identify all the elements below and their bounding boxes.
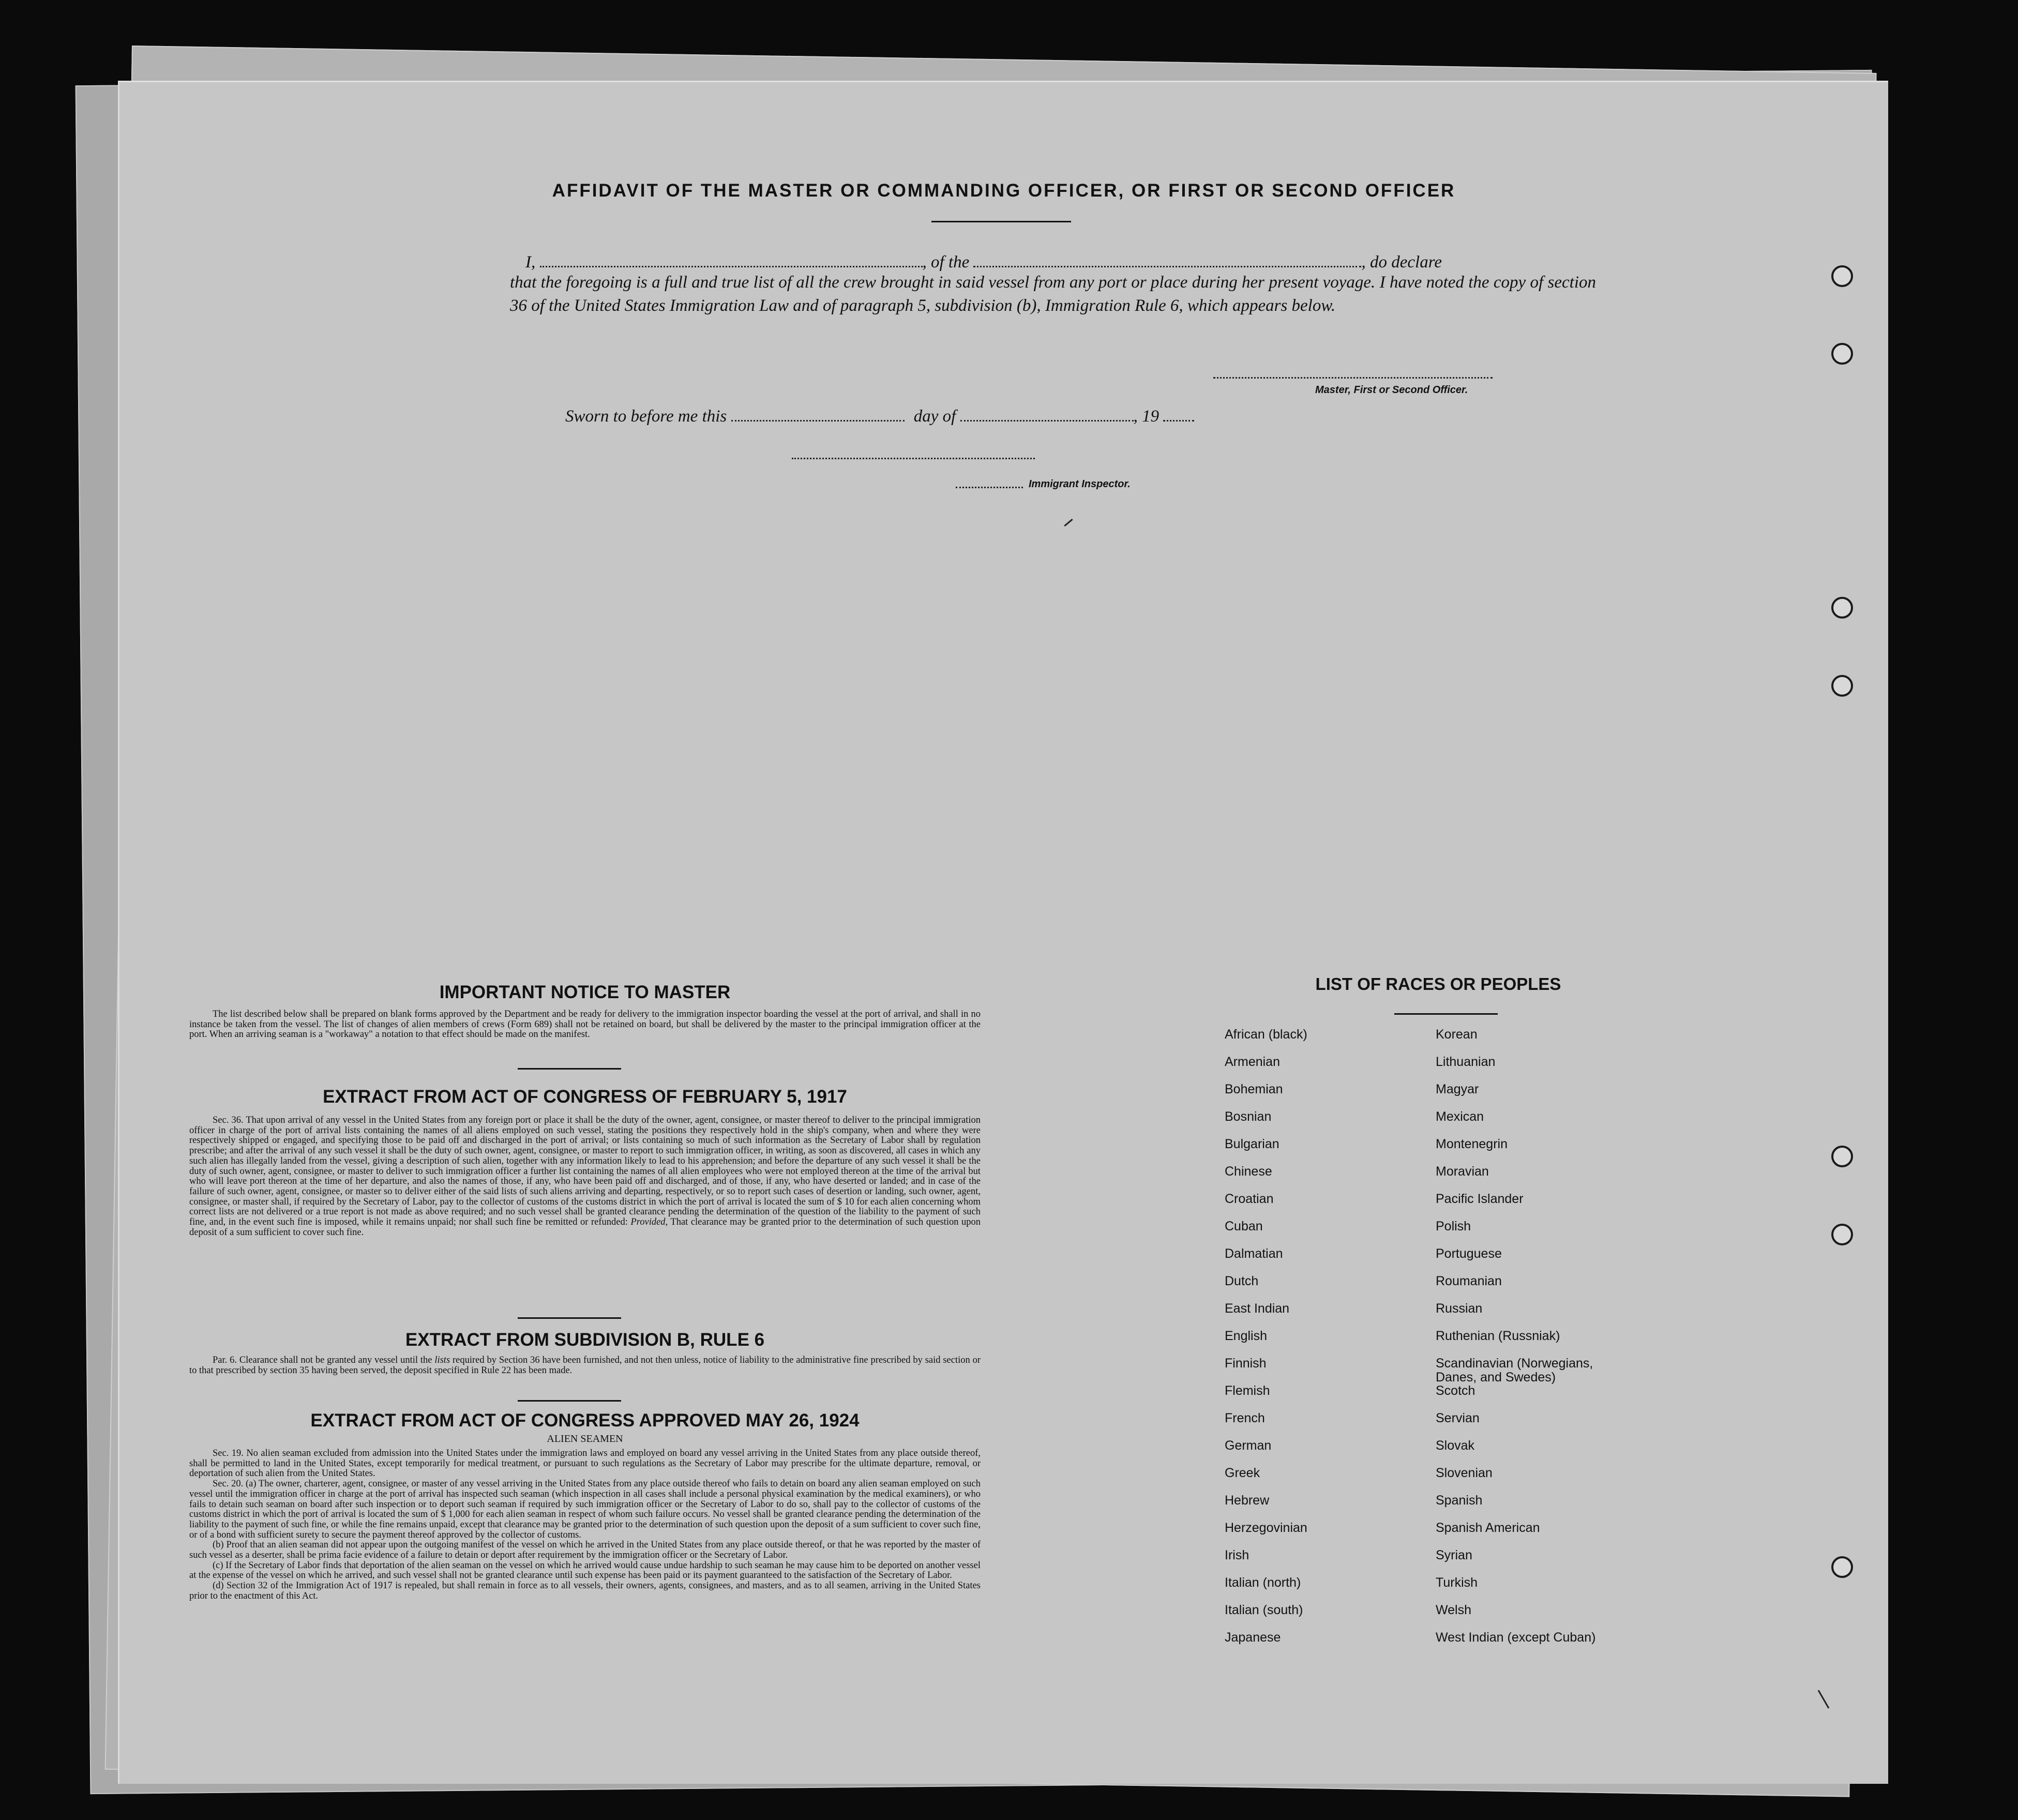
of-the-label: , of the bbox=[922, 253, 970, 272]
races-title: LIST OF RACES OR PEOPLES bbox=[1315, 974, 1561, 994]
do-declare-label: , do declare bbox=[1361, 253, 1442, 272]
race-item: Bosnian bbox=[1225, 1109, 1272, 1124]
race-item: Finnish bbox=[1225, 1356, 1267, 1371]
vessel-name-field[interactable] bbox=[973, 266, 1361, 267]
race-item: Portuguese bbox=[1436, 1246, 1502, 1261]
sworn-day-field[interactable] bbox=[731, 420, 905, 422]
alien-seamen-subtitle: ALIEN SEAMEN bbox=[547, 1433, 623, 1445]
race-item: Ruthenian (Russniak) bbox=[1436, 1329, 1560, 1343]
race-item: Magyar bbox=[1436, 1082, 1479, 1096]
race-item: French bbox=[1225, 1411, 1265, 1425]
race-item: Japanese bbox=[1225, 1630, 1281, 1645]
race-item: Dalmatian bbox=[1225, 1246, 1283, 1261]
punch-hole bbox=[1831, 1224, 1853, 1245]
sworn-month-field[interactable] bbox=[960, 420, 1134, 422]
sworn-year-field[interactable] bbox=[1163, 420, 1194, 422]
declaration-line bbox=[525, 253, 1442, 272]
race-item: Bulgarian bbox=[1225, 1137, 1279, 1151]
race-item: Greek bbox=[1225, 1466, 1260, 1480]
sec20a-paragraph: Sec. 20. (a) The owner, charterer, agent, consignee, or master of any vessel arriving in the United States from any place outside thereof who fails to detain on board any alien seaman employed on such vessel until the immigration officer in charge at the port of arrival has inspected such seaman (which inspection in all cases shall include a personal physical examination by the medical examiners), or who fails to detain such seaman on board after such inspection or to deport such seaman if required by such immigration officer or the Secretary of Labor to do so, shall pay to the collector of customs of the customs district in which the port of arrival is located the sum of $ 1,000 for each alien seaman in respect of whom such failure occurs. No vessel shall be granted clearance pending the determination of the liability to the payment of such fine, or while the fine remains unpaid, except that clearance may be granted prior to the determination of such question upon the deposit of a sum sufficient to cover such fine, or of a bond with sufficient surety to secure the payment thereof approved by the collector of customs. bbox=[189, 1479, 981, 1540]
race-item: African (black) bbox=[1225, 1027, 1307, 1042]
notice-paragraph: The list described below shall be prepared on blank forms approved by the Department and be ready for delivery to the immigration inspector boarding the vessel at the port of arrival, and shall in no instance be taken from the vessel. The list of changes of alien members of crews (Form 689) shall not be retained on board, but shall be delivered by the master to the principal immigration officer at the port. When an arriving seaman is a "workaway" a notation to that effect should be made on the manifest. bbox=[189, 1009, 981, 1040]
race-item: Hebrew bbox=[1225, 1493, 1270, 1508]
extract-1917-body: Sec. 36. That upon arrival of any vessel in the United States from any foreign port or place it shall be the duty of the owner, agent, consignee, or master thereof to deliver to the principal immigration officer in charge of the port of arrival lists containing the names of all aliens employed on such vessel, stating the positions they respectively hold in the ship's company, when and where they were respectively shipped or engaged, and specifying those to be paid off and discharged in the port of arrival; or lists containing so much of such information as the Secretary of Labor shall by regulation prescribe; and after the arrival of any such vessel it shall be the duty of such owner, agent, consignee, or master to report to such immigration officer, in writing, as soon as discovered, all cases in which any such alien has illegally landed from the vessel, giving a description of such alien, together with any information likely to lead to his apprehension; and before the departure of any such vessel it shall be the duty of such owner, agent, consignee, or master to deliver to such immigration officer a further list containing the names of all alien employees who were not employed thereon at the time of the arrival but who will leave port thereon at the time of her departure, and also the names of those, if any, who have been paid off and discharged, and of those, if any, who have deserted or landed; and in case of the failure of such owner, agent, consignee, or master so to deliver either of the said lists of such aliens arriving and departing, respectively, or so to report such cases of desertion or landing, such owner, agent, consignee, or master shall, if required by the Secretary of Labor, pay to the collector of customs of the customs district in which the port of arrival is located the sum of $ 10 for each alien concerning whom correct lists are not delivered or a true report is not made as above required; and no such vessel shall be granted clearance pending the determination of the question of the liability to the payment of such fine, and, in the event such fine is imposed, while it remains unpaid; nor shall such fine be remitted or refunded: bbox=[189, 1115, 981, 1228]
notice-title: IMPORTANT NOTICE TO MASTER bbox=[439, 982, 731, 1002]
race-item: Herzegovinian bbox=[1225, 1521, 1307, 1535]
race-item: Italian (north) bbox=[1225, 1575, 1301, 1590]
race-item: Flemish bbox=[1225, 1383, 1270, 1398]
title-divider bbox=[931, 221, 1071, 222]
master-signature-label: Master, First or Second Officer. bbox=[1315, 384, 1468, 396]
race-item: Scandinavian (Norwegians, Danes, and Swedes) bbox=[1436, 1356, 1593, 1385]
extract-rule6-text bbox=[189, 1356, 981, 1376]
punch-hole bbox=[1831, 597, 1853, 619]
race-item: Servian bbox=[1436, 1411, 1480, 1425]
race-item: German bbox=[1225, 1438, 1272, 1453]
race-item: English bbox=[1225, 1329, 1267, 1343]
extract-1917-text bbox=[189, 1116, 981, 1238]
declarant-name-field[interactable] bbox=[540, 266, 923, 267]
sec20b-paragraph: (b) Proof that an alien seaman did not appear upon the outgoing manifest of the vessel on which he arrived in the United States from any place outside thereof, or that he was reported by the master of such vessel as a deserter, shall be prima facie evidence of a failure to detain or deport after requirement by the immigration officer or the Secretary of Labor. bbox=[189, 1540, 981, 1561]
sec20c-paragraph: (c) If the Secretary of Labor finds that deportation of the alien seaman on the vessel on which he arrived would cause undue hardship to such seaman he may cause him to be deported on another vessel at the expense of the vessel on which he arrived, and such vessel shall not be granted clearance until such expense has been paid or its payment guaranteed to the satisfaction of the Secretary of Labor. bbox=[189, 1560, 981, 1581]
punch-hole bbox=[1831, 1146, 1853, 1167]
race-item: Welsh bbox=[1436, 1603, 1472, 1617]
sworn-label: Sworn to before me this bbox=[565, 407, 727, 426]
race-item: Russian bbox=[1436, 1301, 1483, 1316]
affidavit-page bbox=[118, 81, 1888, 1784]
affidavit-title: AFFIDAVIT OF THE MASTER OR COMMANDING OFFICER, OR FIRST OR SECOND OFFICER bbox=[552, 181, 1456, 201]
inspector-dots bbox=[956, 487, 1023, 488]
race-item: Mexican bbox=[1436, 1109, 1484, 1124]
race-item: Dutch bbox=[1225, 1274, 1259, 1288]
day-of-label: day of bbox=[913, 407, 956, 426]
races-divider bbox=[1394, 1013, 1498, 1015]
i-label: I, bbox=[525, 253, 536, 272]
race-item: Bohemian bbox=[1225, 1082, 1283, 1096]
race-item: Spanish American bbox=[1436, 1521, 1540, 1535]
section-divider bbox=[518, 1068, 621, 1070]
provided-word: Provided, bbox=[630, 1217, 668, 1228]
race-item: Moravian bbox=[1436, 1164, 1489, 1179]
race-item: Lithuanian bbox=[1436, 1055, 1496, 1069]
race-item: Syrian bbox=[1436, 1548, 1472, 1562]
race-item: Croatian bbox=[1225, 1192, 1274, 1206]
race-item: Korean bbox=[1436, 1027, 1478, 1042]
extract-rule6-title: EXTRACT FROM SUBDIVISION B, RULE 6 bbox=[405, 1330, 765, 1350]
punch-hole bbox=[1831, 675, 1853, 697]
sec19-paragraph: Sec. 19. No alien seaman excluded from admission into the United States under the immigration laws and employed on board any vessel arriving in the United States from any place outside thereof, shall be permitted to land in the United States, except temporarily for medical treatment, or pursuant to such regulations as the Secretary of Labor may prescribe for the ultimate departure, removal, or deportation of such alien from the United States. bbox=[189, 1448, 981, 1479]
race-item: Armenian bbox=[1225, 1055, 1280, 1069]
race-item: Slovenian bbox=[1436, 1466, 1493, 1480]
race-item: Italian (south) bbox=[1225, 1603, 1303, 1617]
race-item: Polish bbox=[1436, 1219, 1471, 1234]
declaration-text: that the foregoing is a full and true list of all the crew brought in said vessel from any port or place during her present voyage. I have noted the copy of section 36 of the United States Immigration Law and of paragraph 5, subdivision (b), Immigration Rule 6, which appears below. bbox=[510, 273, 1596, 315]
section-divider bbox=[518, 1400, 621, 1402]
pencil-mark bbox=[1818, 1690, 1830, 1708]
pencil-mark bbox=[1064, 519, 1073, 527]
extract-1917-title: EXTRACT FROM ACT OF CONGRESS OF FEBRUARY 5, 1917 bbox=[323, 1087, 847, 1107]
extract-1924-text bbox=[189, 1449, 981, 1602]
master-signature-field[interactable] bbox=[1213, 377, 1493, 379]
rule6-end: required by Section 36 have been furnished, and not then unless, notice of liability to the administrative fine prescribed by said section or to that prescribed by section 35 having been served, the deposit specified in Rule 22 has been made. bbox=[189, 1355, 981, 1376]
race-item: Irish bbox=[1225, 1548, 1249, 1562]
punch-hole bbox=[1831, 1556, 1853, 1578]
extract-1917-paragraph bbox=[189, 1116, 981, 1238]
race-item: Roumanian bbox=[1436, 1274, 1502, 1288]
sworn-line bbox=[565, 407, 1194, 426]
year-label: , 19 bbox=[1133, 407, 1159, 426]
rule6-start: Par. 6. Clearance shall not be granted any vessel until the bbox=[213, 1355, 432, 1365]
inspector-label: Immigrant Inspector. bbox=[1029, 478, 1131, 490]
race-item: Spanish bbox=[1436, 1493, 1483, 1508]
race-item: West Indian (except Cuban) bbox=[1436, 1630, 1596, 1645]
notice-text bbox=[189, 1010, 981, 1040]
race-item: Turkish bbox=[1436, 1575, 1478, 1590]
inspector-signature-field[interactable] bbox=[792, 458, 1035, 459]
section-divider bbox=[518, 1317, 621, 1319]
lists-word: lists bbox=[434, 1355, 450, 1365]
race-item: Montenegrin bbox=[1436, 1137, 1508, 1151]
sec20d-paragraph: (d) Section 32 of the Immigration Act of 1917 is repealed, but shall remain in force as to all vessels, their owners, agents, consignees, and masters, and as to all seamen, arriving in the United States prior to the enactment of this Act. bbox=[189, 1581, 981, 1601]
race-item: Chinese bbox=[1225, 1164, 1272, 1179]
race-item: East Indian bbox=[1225, 1301, 1290, 1316]
race-item: Scotch bbox=[1436, 1383, 1475, 1398]
race-item: Cuban bbox=[1225, 1219, 1263, 1234]
race-item: Slovak bbox=[1436, 1438, 1475, 1453]
extract-1924-title: EXTRACT FROM ACT OF CONGRESS APPROVED MAY 26, 1924 bbox=[310, 1410, 860, 1431]
extract-rule6-paragraph bbox=[189, 1356, 981, 1376]
punch-hole bbox=[1831, 343, 1853, 365]
extract-1917-end: That clearance may be granted prior to the determination of such question upon deposit of a sum sufficient to cover such fine. bbox=[189, 1217, 981, 1238]
punch-hole bbox=[1831, 265, 1853, 287]
race-item: Pacific Islander bbox=[1436, 1192, 1524, 1206]
